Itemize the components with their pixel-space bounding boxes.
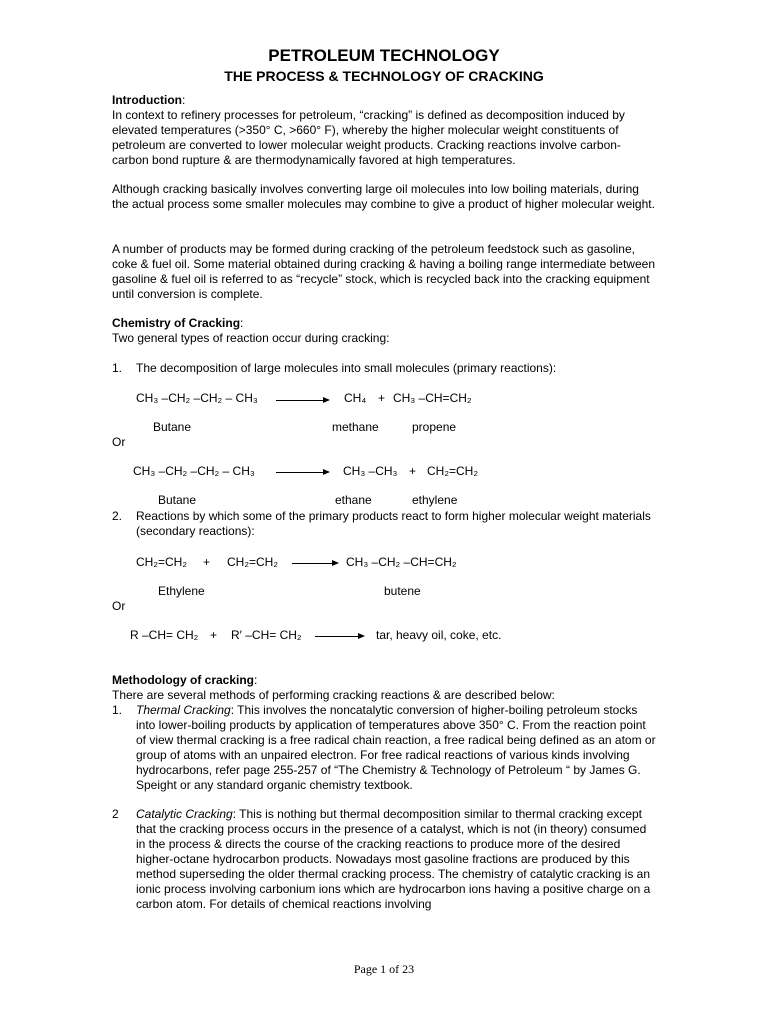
item1-number: 1. <box>112 361 123 375</box>
reaction3-reactant-b: CH₂=CH₂ <box>227 555 278 569</box>
reaction2-label-reactant: Butane <box>158 493 197 507</box>
intro-paragraph-3: A number of products may be formed during cracking of the petroleum feedstock such as gasoline, coke & fuel oil. Some material obtained during cracking & having a boiling range intermediate between gasoline & fuel oil is referred to as “recycle” stock, which is recycled back into the cracking equipment until conversion is complete. <box>112 242 655 301</box>
method2-text: : This is nothing but thermal decomposition similar to thermal cracking except that the cracking process occurs in the presence of a catalyst, which is not (in theory) consumed in the process & directs the course of the cracking reactions to produce more of the desired higher-octane hydrocarbon products. Nowadays most gasoline fractions are produced by this method superseding the older thermal cracking process. The chemistry of catalytic cracking is an ionic process involving carbonium ions which are hydrocarbon ions having a positive charge on a carbon atom. For details of chemical reactions involving <box>136 807 651 911</box>
reaction4-arrow <box>315 636 363 637</box>
reaction3-plus: + <box>203 555 211 569</box>
reaction3-label-reactant: Ethylene <box>158 584 205 598</box>
reaction4-reactant-a: R –CH= CH₂ <box>130 628 199 642</box>
methodology-heading: Methodology of cracking <box>112 673 255 687</box>
or-label-1: Or <box>112 435 126 449</box>
reaction2-label-product1: ethane <box>335 493 372 507</box>
reaction2-reactant: CH₃ –CH₂ –CH₂ – CH₃ <box>133 464 255 478</box>
reaction3-arrow <box>292 563 337 564</box>
reaction3-product: CH₃ –CH₂ –CH=CH₂ <box>346 555 457 569</box>
reaction3-reactant-a: CH₂=CH₂ <box>136 555 187 569</box>
chemistry-heading: Chemistry of Cracking <box>112 316 241 330</box>
intro-paragraph-2: Although cracking basically involves converting large oil molecules into low boiling materials, during the actual process some smaller molecules may combine to give a product of higher molecular weight. <box>112 182 655 211</box>
reaction2-product2: CH₂=CH₂ <box>427 464 478 478</box>
reaction1-product1: CH₄ <box>344 391 367 405</box>
reaction1-product2: CH₃ –CH=CH₂ <box>393 391 472 405</box>
chemistry-heading-line: Chemistry of Cracking: <box>112 316 244 330</box>
intro-paragraph-1: In context to refinery processes for petroleum, “cracking” is defined as decomposition induced by elevated temperatures (>350° C, >660° F), whereby the higher molecular weight constituents of petroleum are converted to lower molecular weight products. Cracking reactions involve carbon-carbon bond rupture & are thermodynamically favored at high temperatures. <box>112 108 625 167</box>
reaction1-label-product2: propene <box>412 420 457 434</box>
reaction1-label-product1: methane <box>332 420 379 434</box>
method1-text: : This involves the noncatalytic conversion of higher-boiling petroleum stocks into lower-boiling products by application of temperatures above 350° C. From the reaction point of view thermal cracking is a free radical chain reaction, a free radical being defined as an atom or group of atoms with an unpaired electron. For free radical reactions of various kinds involving hydrocarbons, refer page 255-257 of “The Chemistry & Technology of Petroleum “ by James G. Speight or any standard organic chemistry textbook. <box>136 703 656 792</box>
method1-title: Thermal Cracking <box>136 703 231 717</box>
reaction4-product: tar, heavy oil, coke, etc. <box>376 628 502 642</box>
intro-heading: Introduction <box>112 93 182 107</box>
document-title: PETROLEUM TECHNOLOGY <box>268 46 500 65</box>
item2-text: Reactions by which some of the primary products react to form higher molecular weight materials (secondary reactions): <box>136 509 651 538</box>
reaction2-label-product2: ethylene <box>412 493 458 507</box>
method2-paragraph <box>136 807 656 912</box>
document-subtitle: THE PROCESS & TECHNOLOGY OF CRACKING <box>224 68 544 84</box>
reaction4-reactant-b: R′ –CH= CH₂ <box>231 628 302 642</box>
or-label-2: Or <box>112 599 126 613</box>
reaction1-arrow <box>276 400 328 401</box>
page-footer: Page 1 of 23 <box>353 962 415 976</box>
method1-number: 1. <box>112 703 123 717</box>
reaction1-plus: + <box>378 391 386 405</box>
methodology-heading-line: Methodology of cracking: <box>112 673 258 687</box>
reaction2-product1: CH₃ –CH₃ <box>343 464 398 478</box>
reaction3-label-product: butene <box>384 584 421 598</box>
method1-paragraph <box>136 703 656 793</box>
item2-number: 2. <box>112 509 123 523</box>
item1-text: The decomposition of large molecules into small molecules (primary reactions): <box>136 361 557 375</box>
reaction2-plus: + <box>409 464 417 478</box>
methodology-intro: There are several methods of performing cracking reactions & are described below: <box>112 688 555 702</box>
chemistry-intro: Two general types of reaction occur during cracking: <box>112 331 390 345</box>
intro-heading-line: Introduction: <box>112 93 186 107</box>
reaction1-label-reactant: Butane <box>153 420 192 434</box>
method2-number: 2 <box>112 807 119 821</box>
method2-title: Catalytic Cracking <box>136 807 233 821</box>
reaction4-plus: + <box>210 628 218 642</box>
reaction1-reactant: CH₃ –CH₂ –CH₂ – CH₃ <box>136 391 258 405</box>
reaction2-arrow <box>276 472 328 473</box>
